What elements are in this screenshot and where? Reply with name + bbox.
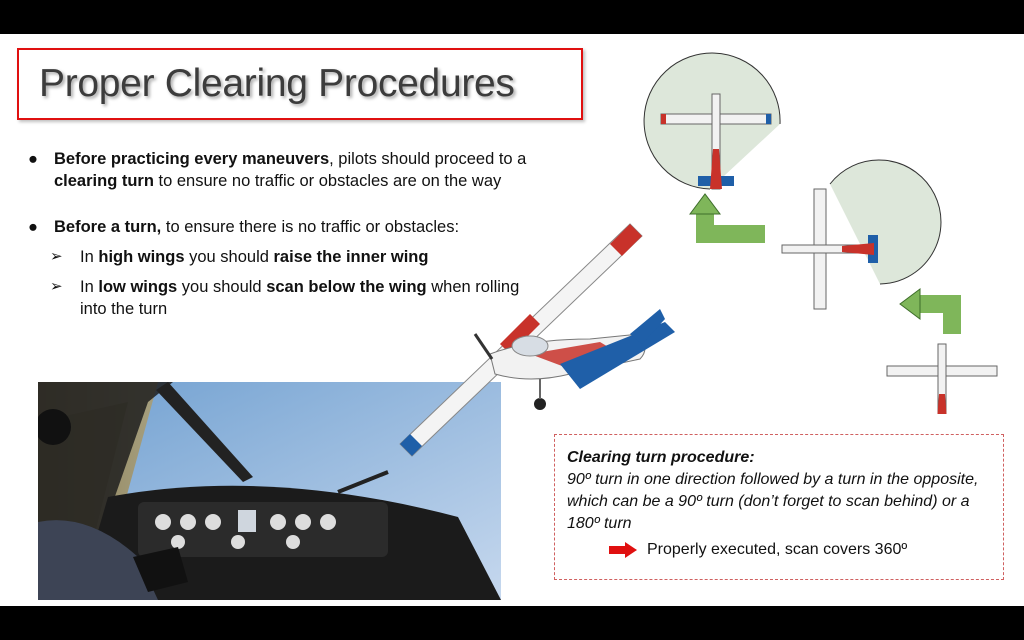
procedure-title: Clearing turn procedure: xyxy=(567,449,755,466)
procedure-result: Properly executed, scan covers 360º xyxy=(609,539,991,561)
arrowhead-icon: ➢ xyxy=(50,248,63,265)
slide xyxy=(0,34,1024,606)
clearing-turn-procedure-box xyxy=(554,434,1004,580)
procedure-body: 90º turn in one direction followed by a turn in the opposite, which can be a 90º turn (don’t forget to scan behind) or a 180º turn xyxy=(567,471,979,532)
plane-bottom xyxy=(887,344,997,414)
red-arrow-icon xyxy=(609,542,637,558)
bullet-clearing: ● Before practicing every maneuvers, pilots should proceed to a clearing turn to ensure no traffic or obstacles are on the way xyxy=(28,150,527,190)
title-box xyxy=(17,48,583,120)
bullet-before-turn: ● Before a turn, to ensure there is no traffic or obstacles: xyxy=(28,218,460,236)
clearing-turn-diagram xyxy=(630,34,1024,414)
sub-bullet-low-wings: ➢ In low wings you should scan below the wing when rolling into the turn xyxy=(50,278,520,318)
page-title: Proper Clearing Procedures xyxy=(39,62,515,105)
arrowhead-icon: ➢ xyxy=(50,278,63,295)
sub-bullet-high-wings: ➢ In high wings you should raise the inner wing xyxy=(50,248,429,266)
